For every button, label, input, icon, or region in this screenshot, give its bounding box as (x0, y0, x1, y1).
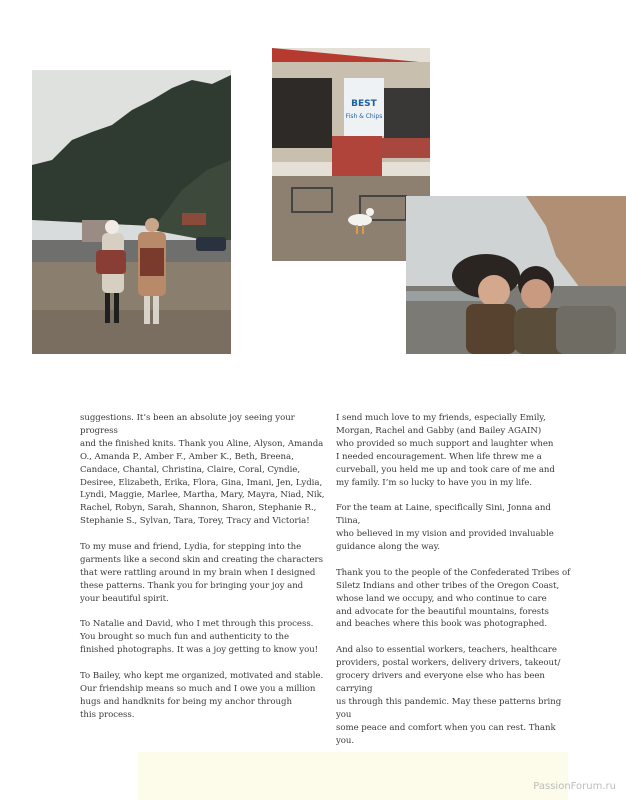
footer-highlight-band (138, 752, 568, 800)
paragraph: Thank you to the people of the Confederated Tribes of Siletz Indians and other tribes of the Oregon Coast, whose land we occupy, and who continue to care and advocate for the beautiful mountains, forests and beaches where this book was photographed. (336, 567, 571, 630)
acknowledgements-left-column (80, 412, 328, 735)
paragraph: For the team at Laine, specifically Sini, Jonna and Tiina, who believed in my vision and provided invaluable guidance along the way. (336, 503, 554, 553)
paragraph: To Natalie and David, who I met through this process. You brought so much fun and authenticity to the finished photographs. It was a joy getting to know you! (80, 619, 319, 656)
paragraph: To my muse and friend, Lydia, for stepping into the garments like a second skin and creating the characters that were rattling around in my brain when I designed these patterns. Thank you for bringing your joy and your beautiful spirit. (80, 542, 323, 604)
photo-two-women-roadside (32, 70, 231, 354)
watermark: PassionForum.ru (533, 781, 616, 792)
svg-text:Fish & Chips: Fish & Chips (345, 113, 383, 120)
acknowledgements-right-column (336, 412, 576, 760)
photo-couple-embracing-coast (406, 196, 626, 354)
paragraph: And also to essential workers, teachers, healthcare providers, postal workers, delivery drivers, takeout/ grocery drivers and everyone else who has been carrying us through this pandemic. May these patterns bring you some peace and comfort when you can rest. Thank you. (336, 645, 562, 746)
paragraph: suggestions. It’s been an absolute joy seeing your progress and the finished knits. Thank you Aline, Alyson, Amanda O., Amanda P., Amber F., Amber K., Beth, Breena, Candace, Chantal, Christina, Claire, Coral, Cyndie, Desiree, Elizabeth, Erika, Flora, Gina, Imani, Jen, Lydia, Lyndi, Maggie, Marlee, Martha, Mary, Mayra, Niad, Nik, Rachel, Robyn, Sarah, Shannon, Sharon, Stephanie R., Stephanie S., Sylvan, Tara, Torey, Tracy and Victoria! (80, 413, 325, 527)
svg-text:BEST: BEST (351, 99, 377, 109)
paragraph: To Bailey, who kept me organized, motivated and stable. Our friendship means so much and I owe you a million hugs and handknits for being my anchor through this process. (80, 671, 324, 720)
paragraph: I send much love to my friends, especially Emily, Morgan, Rachel and Gabby (and Bailey AGAIN) who provided so much support and laughter when I needed encouragement. When life threw me a curveball, you held me up and took care of me and my family. I’m so lucky to have you in my life. (336, 413, 555, 488)
